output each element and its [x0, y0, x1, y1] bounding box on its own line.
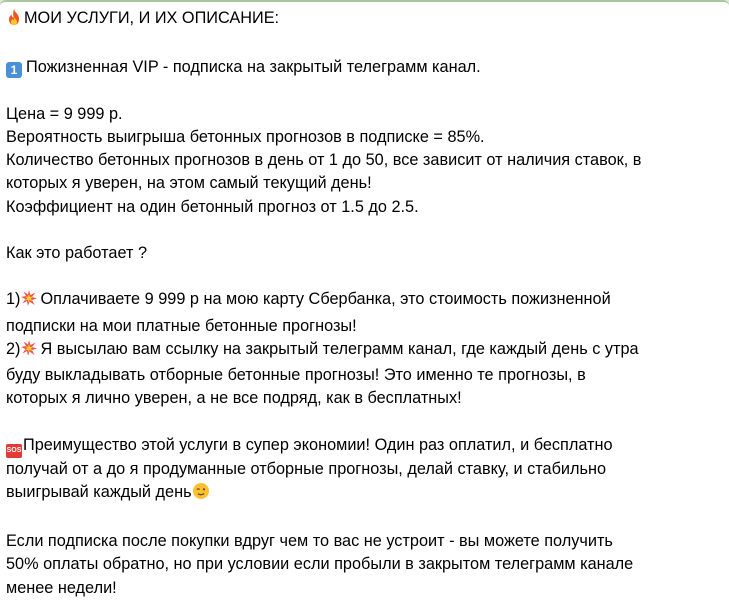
- step-2-line-1: 2) Я высылаю вам ссылку на закрытый телеграмм канал, где каждый день с утра: [6, 338, 721, 364]
- step-1-line-1: 1) Оплачиваете 9 999 р на мою карту Сбербанка, это стоимость пожизненной: [6, 288, 721, 314]
- coefficient-line: Коэффициент на один бетонный прогноз от 1.5 до 2.5.: [6, 197, 419, 216]
- advantage-line-2: получай от а до я продуманные отборные прогнозы, делай ставку, и стабильно: [6, 459, 607, 478]
- message-title: МОИ УСЛУГИ, И ИХ ОПИСАНИЕ:: [6, 7, 721, 33]
- collision-icon: [20, 339, 38, 364]
- fire-icon: [6, 8, 22, 33]
- advantage-line-1: SOSПреимущество этой услуги в супер экономии! Один раз оплатил, и бесплатно: [6, 434, 721, 458]
- sos-icon: SOS: [6, 444, 22, 458]
- how-it-works-heading: Как это работает ?: [6, 243, 147, 262]
- count-line-1: Количество бетонных прогнозов в день от 1 до 50, все зависит от наличия ставок, в: [6, 151, 642, 170]
- collision-icon: [20, 289, 38, 314]
- refund-line-1: Если подписка после покупки вдруг чем то вас не устроит - вы можете получить: [6, 532, 613, 551]
- advantage-line-3: выигрывай каждый день: [6, 481, 721, 507]
- step-1-line-2: подписки на мои платные бетонные прогнозы!: [6, 316, 357, 335]
- step-2-line-3: которых я лично уверен, а не все подряд, как в бесплатных!: [6, 389, 462, 408]
- probability-line: Вероятность выигрыша бетонных прогнозов в подписке = 85%.: [6, 127, 485, 146]
- price-line: Цена = 9 999 р.: [6, 104, 123, 123]
- count-line-2: которых я уверен, на этом самый текущий день!: [6, 174, 372, 193]
- keycap-one-icon: 1: [6, 62, 22, 78]
- step-2-line-2: буду выкладывать отборные бетонные прогнозы! Это именно те прогнозы, в: [6, 365, 586, 384]
- refund-line-2: 50% оплаты обратно, но при условии если пробыли в закрытом телеграмм канале: [6, 555, 634, 574]
- winking-face-icon: [192, 482, 210, 507]
- refund-line-3: менее недели!: [6, 578, 117, 597]
- item-1-line: 1 Пожизненная VIP - подписка на закрытый телеграмм канал.: [6, 56, 721, 79]
